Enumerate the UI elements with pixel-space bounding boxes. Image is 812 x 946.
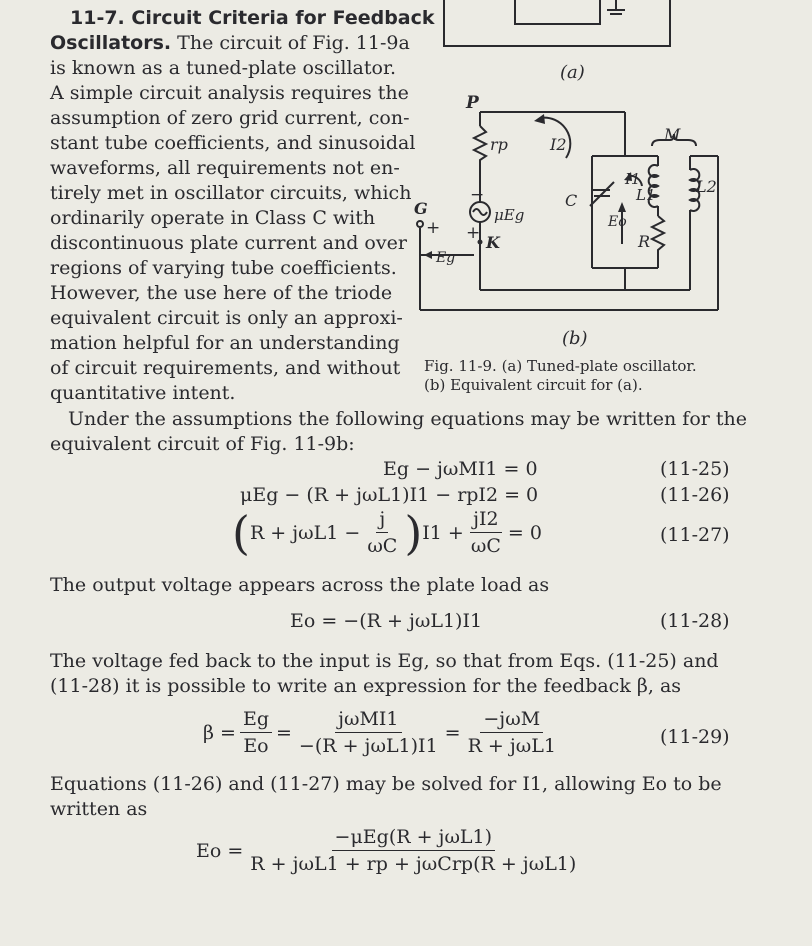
l1-label: L1	[636, 186, 656, 204]
intro-line-9: discontinuous plate current and over	[50, 232, 407, 254]
paragraph-4-line-2: written as	[50, 798, 148, 820]
intro-line-4: assumption of zero grid current, con-	[50, 107, 410, 129]
eg-label: Eg	[436, 250, 456, 266]
c-label: C	[565, 191, 578, 210]
intro-line-12: equivalent circuit is only an approxi-	[50, 307, 403, 329]
circuit-figure	[400, 0, 740, 395]
equation-11-28: Eo = −(R + jωL1)I1	[290, 610, 483, 632]
intro-line-6: waveforms, all requirements not en-	[50, 157, 400, 179]
intro-line-3: A simple circuit analysis requires the	[50, 82, 409, 104]
equation-number-11-27: (11-27)	[660, 524, 730, 546]
rp-label: rp	[490, 135, 508, 154]
intro-line-7: tirely met in oscillator circuits, which	[50, 182, 412, 204]
plus-sign-cathode: +	[466, 223, 481, 243]
equation-number-11-28: (11-28)	[660, 610, 730, 632]
figure-caption-line-1: Fig. 11-9. (a) Tuned-plate oscillator.	[424, 357, 697, 375]
section-heading: 11-7. Circuit Criteria for Feedback	[70, 7, 435, 29]
paragraph-4-line-1: Equations (11-26) and (11-27) may be solved for I1, allowing Eo to be	[50, 773, 722, 795]
paragraph-1-line-2: equivalent circuit of Fig. 11-9b:	[50, 433, 355, 455]
intro-line-8: ordinarily operate in Class C with	[50, 207, 376, 229]
paragraph-2: The output voltage appears across the plate load as	[50, 574, 550, 596]
paragraph-3-line-1: The voltage fed back to the input is Eg, so that from Eqs. (11-25) and	[50, 650, 719, 672]
equation-number-11-26: (11-26)	[660, 484, 730, 506]
intro-line-1: Oscillators. The circuit of Fig. 11-9a	[50, 32, 410, 54]
intro-line-2: is known as a tuned-plate oscillator.	[50, 57, 396, 79]
m-label: M	[664, 125, 681, 144]
intro-line-15: quantitative intent.	[50, 382, 236, 404]
figure-caption-line-2: (b) Equivalent circuit for (a).	[424, 376, 643, 394]
i1-label: I1	[625, 170, 641, 188]
intro-line-10: regions of varying tube coefficients.	[50, 257, 397, 279]
intro-line-11: However, the use here of the triode	[50, 282, 393, 304]
intro-line-5: stant tube coefficients, and sinusoidal	[50, 132, 416, 154]
node-p-label: P	[466, 93, 479, 113]
paragraph-1-line-1: Under the assumptions the following equations may be written for the	[68, 408, 747, 430]
node-k-label: K	[486, 233, 500, 252]
plus-sign-grid: +	[426, 218, 441, 238]
r-label: R	[638, 232, 651, 251]
node-g-label: G	[414, 199, 428, 218]
figure-a-box	[444, 0, 670, 46]
figure-b-label: (b)	[562, 328, 588, 349]
equation-11-29: β = $\frac{Eg}{Eo}$ = $\frac{\text{jωMI1}}{\text{−(R + jωL1)I1}}$ = $\frac{\text{−jωM}}{\text{R + jωL1}}$	[203, 708, 556, 757]
intro-line-13: mation helpful for an understanding	[50, 332, 400, 354]
ueg-label: μEg	[494, 206, 525, 224]
minus-sign: −	[470, 185, 485, 205]
equation-11-25: Eg − jωMI1 = 0	[383, 458, 538, 480]
equation-number-11-29: (11-29)	[660, 726, 730, 748]
i2-label: I2	[550, 135, 567, 154]
equation-eo-solution: Eo = $\frac{\text{−μEg(R + jωL1)}}{\text{R + jωL1 + rp + jωCrp(R + jωL1)}}$	[196, 826, 577, 875]
equation-11-26: μEg − (R + jωL1)I1 − rpI2 = 0	[240, 484, 539, 506]
figure-b-arrowheads	[424, 114, 632, 259]
paragraph-3-line-2: (11-28) it is possible to write an expression for the feedback β, as	[50, 675, 682, 697]
l2-label: L2	[696, 177, 717, 196]
figure-a-label: (a)	[560, 62, 585, 83]
eo-label: Eo	[608, 214, 627, 230]
intro-line-14: of circuit requirements, and without	[50, 357, 401, 379]
equation-number-11-25: (11-25)	[660, 458, 730, 480]
equation-11-27: ( R + jωL1 − $\frac{j}{\omega C}$ ) I1 + $\frac{jI2}{\omega C}$ = 0	[232, 505, 542, 560]
